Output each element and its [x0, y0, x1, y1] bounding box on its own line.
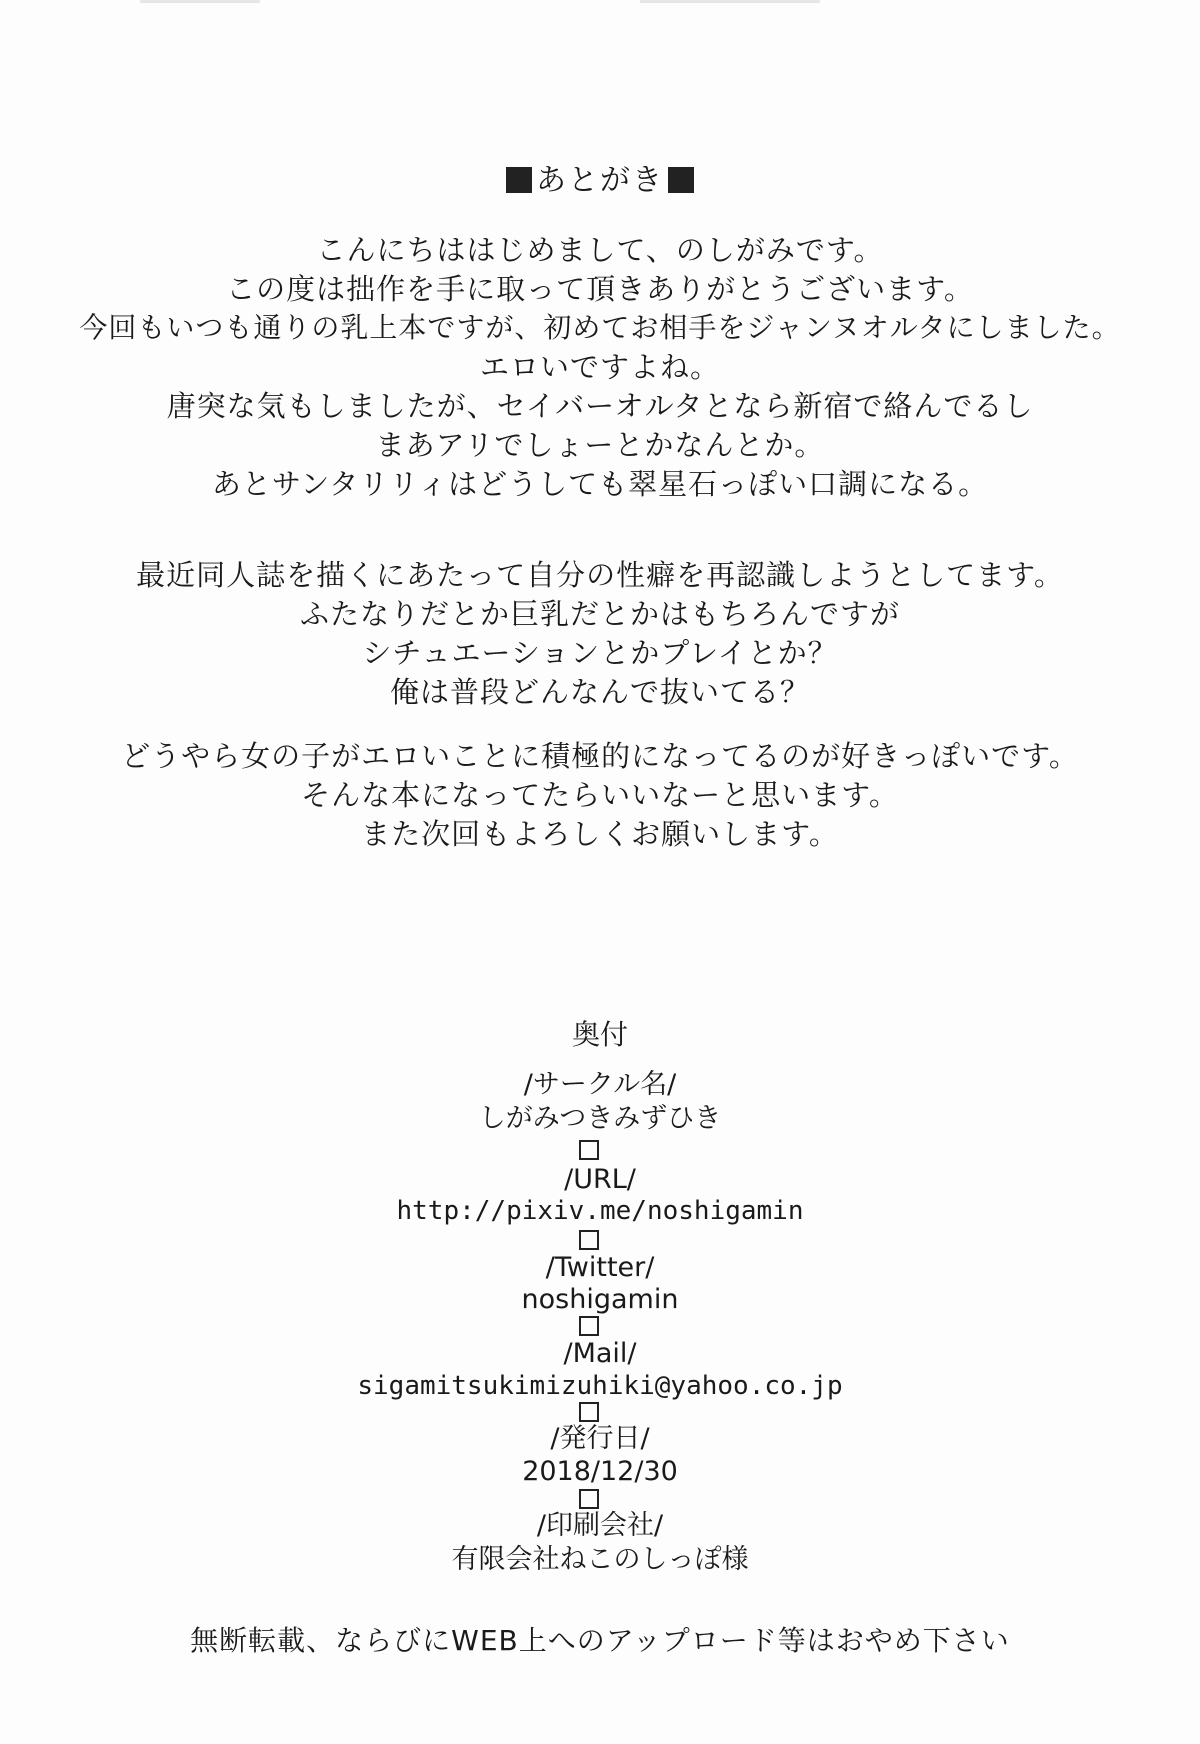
separator-box-icon — [579, 1230, 599, 1250]
mail-label: /Mail/ — [563, 1338, 637, 1369]
afterword-title — [0, 163, 1200, 198]
scan-edge-mark — [640, 0, 820, 3]
colophon-title: 奥付 — [571, 1018, 628, 1051]
twitter-label: /Twitter/ — [545, 1252, 655, 1283]
afterword-title-text: あとがき — [536, 163, 664, 198]
afterword-line: どうやら女の子がエロいことに積極的になってるのが好きっぽいです。 — [121, 739, 1079, 773]
publish-date-label: /発行日/ — [550, 1423, 650, 1454]
afterword-line: ふたなりだとか巨乳だとかはもちろんですが — [299, 597, 900, 631]
reprint-notice: 無断転載、ならびにWEB上へのアップロード等はおやめ下さい — [190, 1624, 1010, 1657]
separator-box-icon — [579, 1402, 599, 1422]
separator-box-icon — [579, 1316, 599, 1336]
afterword-line: そんな本になってたらいいなーと思います。 — [301, 778, 899, 812]
afterword-line: また次回もよろしくお願いします。 — [361, 817, 839, 851]
black-square-icon — [506, 167, 532, 193]
separator-box-icon — [579, 1140, 599, 1160]
afterword-line: 今回もいつも通りの乳上本ですが、初めてお相手をジャンヌオルタにしました。 — [79, 311, 1121, 344]
afterword-line: まあアリでしょーとかなんとか。 — [375, 428, 825, 462]
afterword-line: 俺は普段どんなんで抜いてる？ — [389, 675, 810, 709]
printer-value: 有限会社ねこのしっぽ様 — [451, 1544, 749, 1575]
url-value: http://pixiv.me/noshigamin — [396, 1196, 804, 1226]
separator-box-icon — [579, 1489, 599, 1509]
afterword-line: エロいですよね。 — [479, 350, 720, 384]
black-square-icon — [668, 167, 694, 193]
afterword-line: この度は拙作を手に取って頂きありがとうございます。 — [226, 272, 974, 306]
scan-edge-mark — [140, 0, 260, 3]
afterword-line: こんにちははじめまして、のしがみです。 — [316, 233, 884, 267]
afterword-line: あとサンタリリィはどうしても翠星石っぽい口調になる。 — [211, 467, 989, 501]
afterword-line: 最近同人誌を描くにあたって自分の性癖を再認識しようとしてます。 — [136, 558, 1064, 592]
circle-name-label: /サークル名/ — [523, 1069, 677, 1100]
afterword-line: 唐突な気もしましたが、セイバーオルタとなら新宿で絡んでるし — [166, 389, 1034, 423]
twitter-value: noshigamin — [521, 1284, 679, 1315]
circle-name-value: しがみつきみずひき — [478, 1103, 722, 1134]
afterword-line: シチュエーションとかプレイとか？ — [362, 636, 838, 670]
publish-date-value: 2018/12/30 — [522, 1456, 678, 1487]
mail-value: sigamitsukimizuhiki@yahoo.co.jp — [357, 1371, 843, 1401]
printer-label: /印刷会社/ — [536, 1510, 664, 1541]
url-label: /URL/ — [564, 1164, 636, 1195]
